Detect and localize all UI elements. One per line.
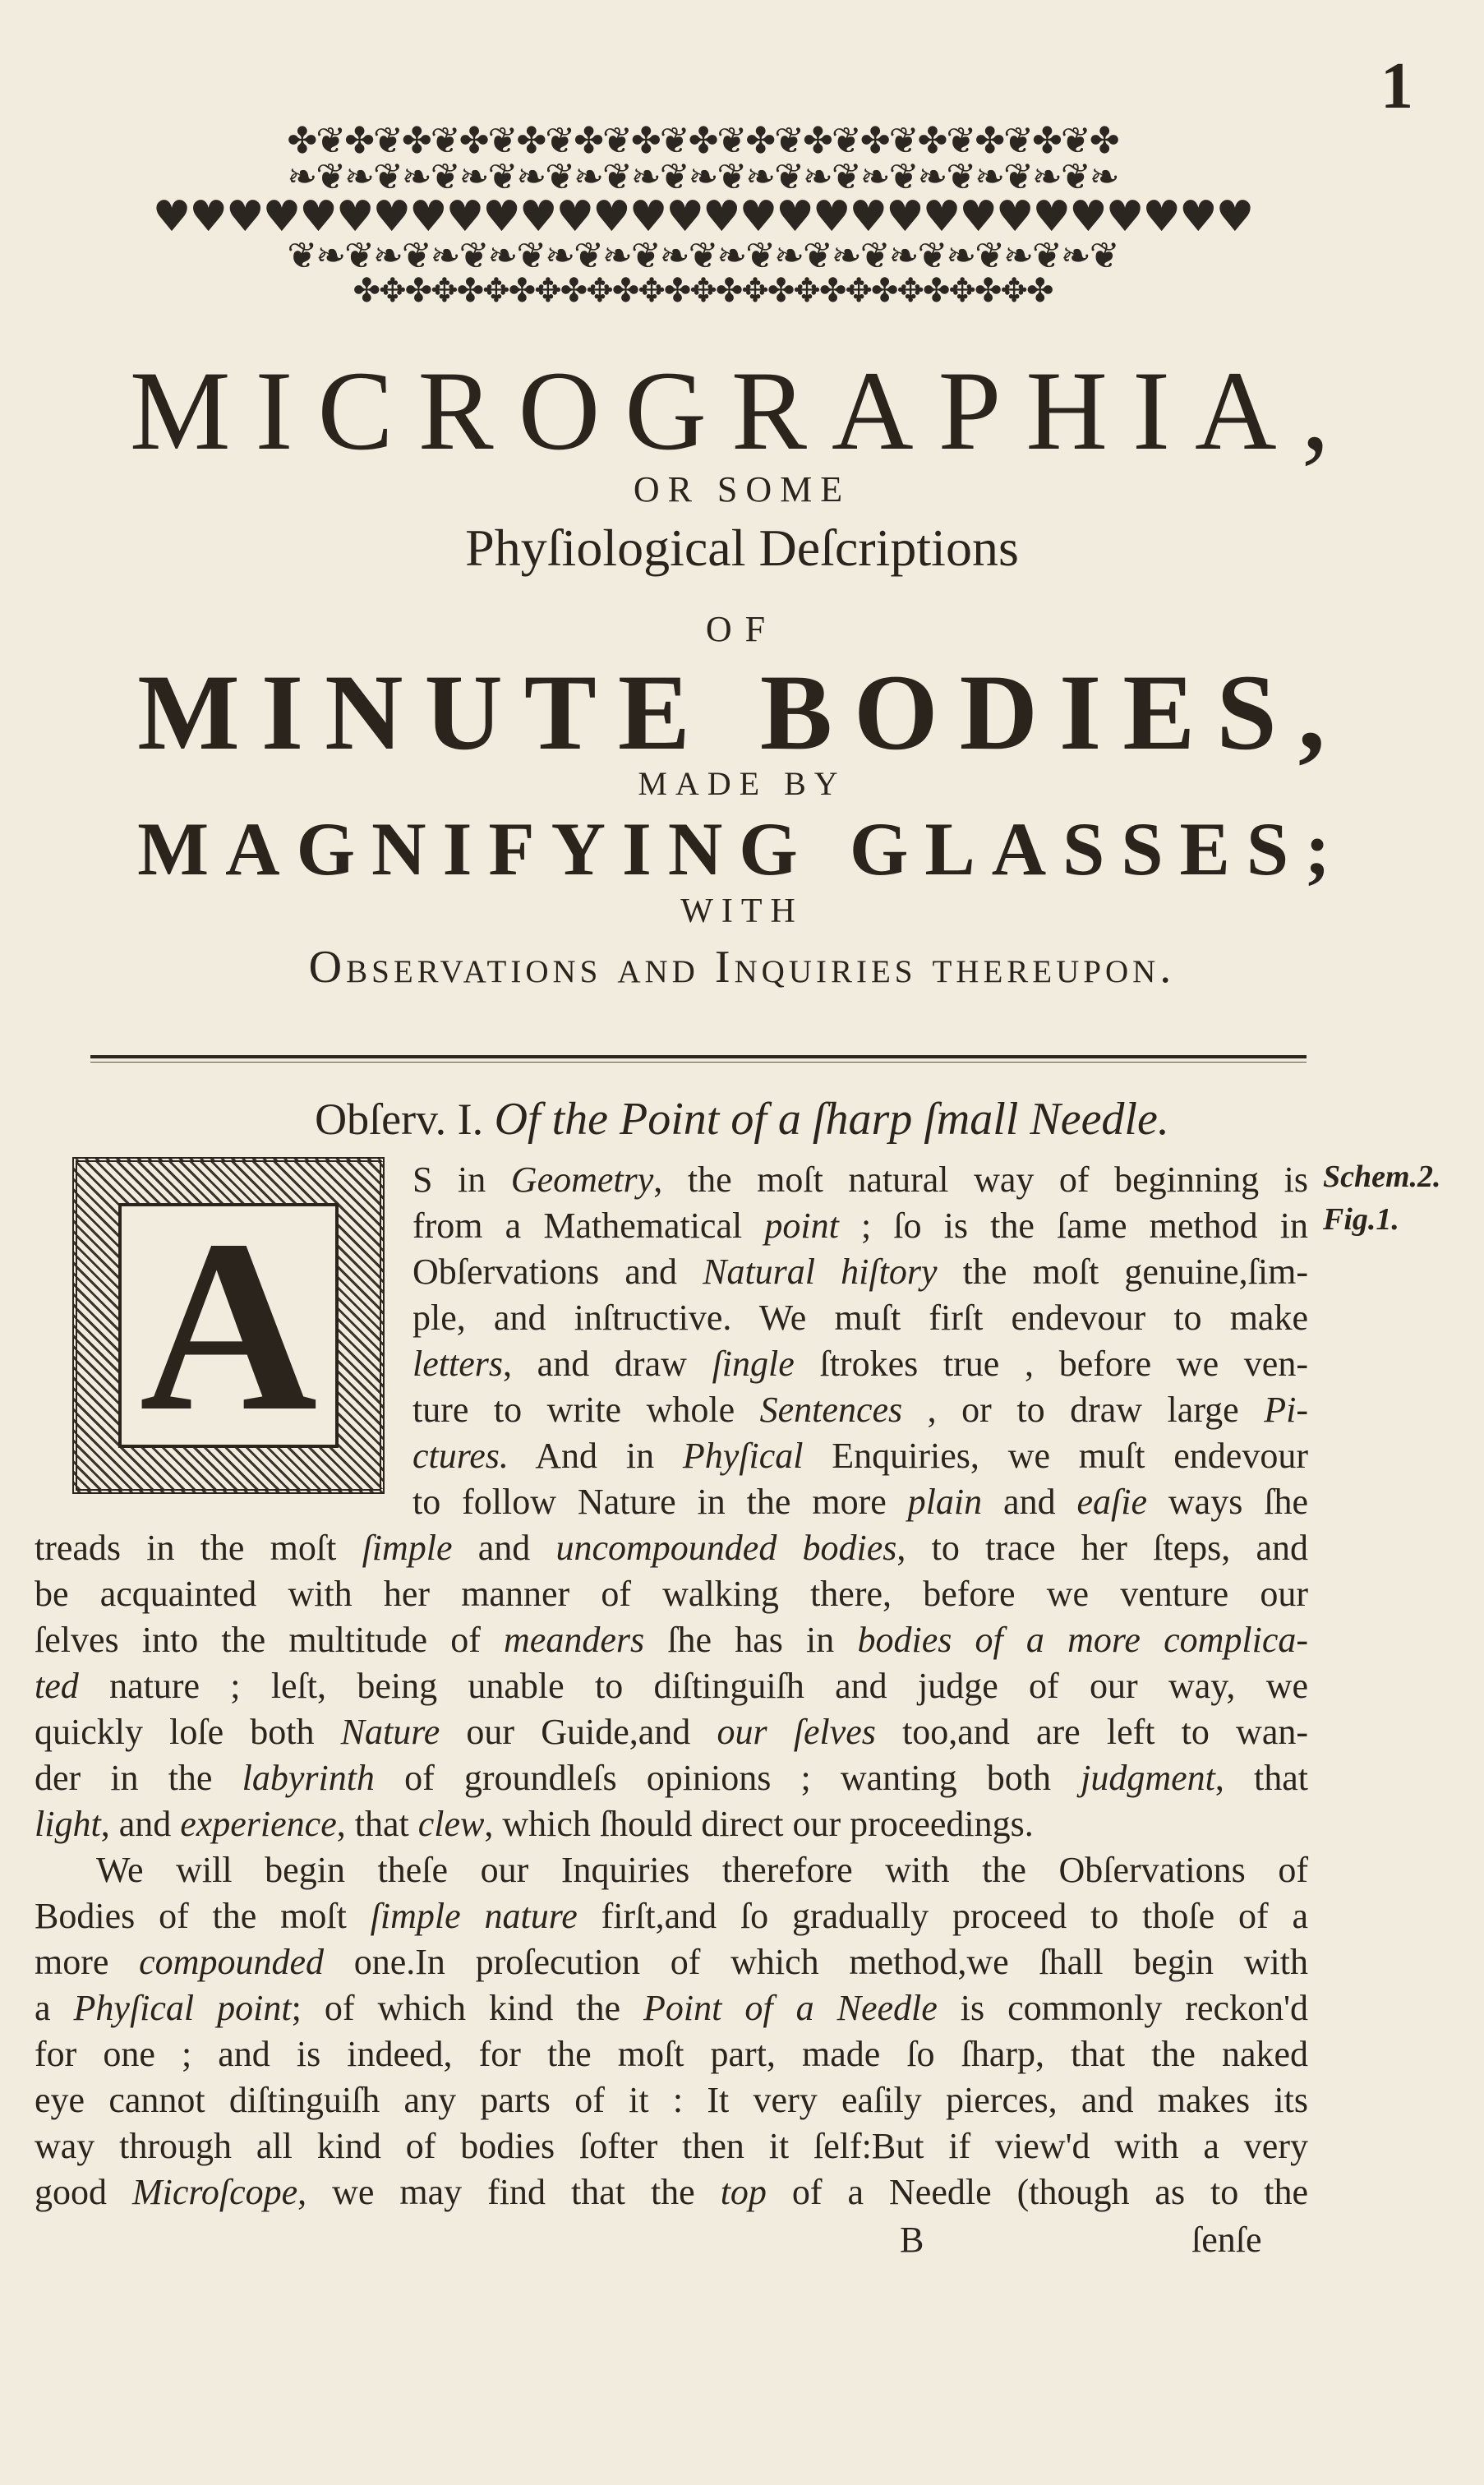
- text-line: [412, 1479, 1308, 1525]
- roman-text: And in: [508, 1436, 683, 1476]
- italic-text: ſingle: [712, 1344, 795, 1384]
- italic-text: Geometry: [510, 1160, 654, 1200]
- roman-text: quickly loſe both: [35, 1712, 341, 1752]
- italic-text: experience: [180, 1804, 337, 1844]
- roman-text: ways ſhe: [1147, 1482, 1309, 1522]
- text-line: [35, 2031, 1308, 2077]
- text-line: [412, 1387, 1308, 1433]
- roman-text: ; of which kind the: [291, 1988, 644, 2028]
- roman-text: , the moſt natural way of beginning is: [653, 1160, 1308, 1200]
- italic-text: uncompounded bodies: [555, 1528, 897, 1568]
- italic-text: compounded: [139, 1942, 324, 1982]
- divider-rule: [90, 1055, 1307, 1058]
- title-observations-inquiries: Observations and Inquiries thereupon.: [308, 942, 1176, 993]
- body-text: [35, 1157, 1308, 2215]
- italic-text: clew: [417, 1804, 485, 1844]
- italic-text: bodies of a more complica-: [857, 1620, 1309, 1660]
- title-with: WITH: [680, 892, 804, 930]
- roman-text: for one ; and is indeed, for the moſt part, made ſo ſharp, that the naked: [35, 2034, 1308, 2074]
- text-line: [35, 2169, 1308, 2215]
- ornament-row: ✤✥✤✥✤✥✤✥✤✥✤✥✤✥✤✥✤✥✤✥✤✥✤✥✤✥✤: [353, 272, 1053, 310]
- margin-note-schem: Schem.2.: [1323, 1160, 1441, 1194]
- roman-text: to follow Nature in the more: [412, 1482, 908, 1522]
- observation-heading: [0, 1093, 1484, 1146]
- italic-text: ſimple: [362, 1528, 453, 1568]
- roman-text: treads in the moſt: [35, 1528, 362, 1568]
- roman-text: our Guide,and: [440, 1712, 717, 1752]
- page-number: 1: [1380, 50, 1413, 122]
- text-line: [412, 1433, 1308, 1479]
- roman-text: , that: [336, 1804, 418, 1844]
- roman-text: good: [35, 2172, 132, 2212]
- roman-text: Enquiries, we muſt endevour: [803, 1436, 1308, 1476]
- roman-text: of groundleſs opinions ; wanting both: [374, 1758, 1081, 1798]
- text-line: [35, 1525, 1308, 1571]
- roman-text: We will begin theſe our Inquiries therefore with the Obſervations of: [96, 1850, 1308, 1890]
- observation-title: Of the Point of a ſharp ſmall Needle.: [494, 1094, 1169, 1145]
- roman-text: nature ; leſt, being unable to diſtinguiſh and judge of our way, we: [78, 1666, 1308, 1706]
- roman-text: and: [982, 1482, 1077, 1522]
- text-line: [35, 1755, 1308, 1801]
- roman-text: too,and are left to wan-: [875, 1712, 1308, 1752]
- italic-text: eaſie: [1076, 1482, 1147, 1522]
- text-line: [35, 1801, 1308, 1847]
- italic-text: Phyſical: [682, 1436, 804, 1476]
- italic-text: Nature: [340, 1712, 440, 1752]
- italic-text: top: [720, 2172, 767, 2212]
- italic-text: ted: [35, 1666, 79, 1706]
- roman-text: be acquainted with her manner of walking there, before we venture our: [35, 1574, 1308, 1614]
- title-minute-bodies: MINUTE BODIES,: [137, 652, 1347, 772]
- roman-text: ple, and inſtructive. We muſt firſt endevour to make: [412, 1298, 1308, 1338]
- roman-text: from a Mathematical: [412, 1206, 765, 1246]
- roman-text: more: [35, 1942, 140, 1982]
- text-line: [35, 1939, 1308, 1985]
- fleuron-headpiece-ornament: [86, 123, 1319, 312]
- roman-text: of a Needle (though as to the: [766, 2172, 1309, 2212]
- italic-text: plain: [907, 1482, 983, 1522]
- margin-note-fig: Fig.1.: [1323, 1202, 1399, 1237]
- roman-text: is commonly reckon'd: [937, 1988, 1308, 2028]
- text-line: [412, 1295, 1308, 1341]
- text-line: [35, 2077, 1308, 2123]
- roman-text: ſtrokes true , before we ven-: [794, 1344, 1308, 1384]
- title-made-by: MADE BY: [638, 765, 846, 802]
- roman-text: ture to write whole: [412, 1390, 760, 1430]
- text-line: [412, 1157, 1308, 1203]
- italic-text: Natural hiſtory: [703, 1252, 938, 1292]
- italic-text: judgment: [1081, 1758, 1215, 1798]
- italic-text: labyrinth: [242, 1758, 375, 1798]
- roman-text: ſelves into the multitude of: [35, 1620, 505, 1660]
- catchword: ſenſe: [1191, 2220, 1262, 2260]
- roman-text: , and draw: [502, 1344, 712, 1384]
- roman-text: one.In proſecution of which method,we ſhall begin with: [323, 1942, 1309, 1982]
- ornament-row: ✤❦✤❦✤❦✤❦✤❦✤❦✤❦✤❦✤❦✤❦✤❦✤❦✤❦✤❦✤: [287, 123, 1118, 162]
- text-line: [35, 1663, 1308, 1709]
- italic-text: Pi-: [1264, 1390, 1308, 1430]
- roman-text: ; ſo is the ſame method in: [838, 1206, 1309, 1246]
- roman-text: way through all kind of bodies ſofter then it ſelf:But if view'd with a very: [35, 2126, 1308, 2166]
- italic-text: our ſelves: [717, 1712, 876, 1752]
- roman-text: ſhe has in: [644, 1620, 858, 1660]
- roman-text: and: [452, 1528, 556, 1568]
- text-line: [35, 1985, 1308, 2031]
- title-of: OF: [705, 609, 779, 649]
- title-or-some: OR SOME: [633, 469, 851, 509]
- text-line: [35, 1709, 1308, 1755]
- signature-mark: B: [900, 2220, 924, 2260]
- text-line: [412, 1203, 1308, 1249]
- roman-text: , we may find that the: [297, 2172, 721, 2212]
- roman-text: , which ſhould direct our proceedings.: [484, 1804, 1034, 1844]
- text-line: [35, 1893, 1308, 1939]
- roman-text: Bodies of the moſt: [35, 1896, 371, 1936]
- italic-text: light: [35, 1804, 101, 1844]
- roman-text: , or to draw large: [902, 1390, 1265, 1430]
- text-line: [35, 1617, 1308, 1663]
- title-physiological-descriptions: Phyſiological Deſcriptions: [465, 519, 1019, 577]
- italic-text: Sentences: [759, 1390, 903, 1430]
- roman-text: the moſt genuine,ſim-: [937, 1252, 1308, 1292]
- divider-rule: [90, 1062, 1307, 1063]
- observation-label: Obſerv. I.: [315, 1095, 484, 1144]
- italic-text: Microſcope: [131, 2172, 298, 2212]
- roman-text: firſt,and ſo gradually proceed to thoſe of a: [577, 1896, 1308, 1936]
- roman-text: eye cannot diſtinguiſh any parts of it : It very eaſily pierces, and makes its: [35, 2080, 1308, 2120]
- italic-text: ctures.: [412, 1436, 509, 1476]
- roman-text: S in: [412, 1160, 511, 1200]
- drop-cap-letter: A: [139, 1189, 318, 1462]
- roman-text: der in the: [35, 1758, 242, 1798]
- roman-text: , to trace her ſteps, and: [896, 1528, 1308, 1568]
- text-line: [412, 1249, 1308, 1295]
- text-line: [412, 1341, 1308, 1387]
- italic-text: Phyſical point: [73, 1988, 292, 2028]
- ornament-row: ♥♥♥♥♥♥♥♥♥♥♥♥♥♥♥♥♥♥♥♥♥♥♥♥♥♥♥♥♥♥: [152, 192, 1253, 242]
- ornament-row: ❦❧❦❧❦❧❦❧❦❧❦❧❦❧❦❧❦❧❦❧❦❧❦❧❦❧❦❧❦: [287, 235, 1118, 277]
- italic-text: point: [764, 1206, 839, 1246]
- italic-text: meanders: [504, 1620, 645, 1660]
- text-line: [35, 1571, 1308, 1617]
- italic-text: ſimple nature: [370, 1896, 578, 1936]
- ornament-row: ❧❦❧❦❧❦❧❦❧❦❧❦❧❦❧❦❧❦❧❦❧❦❧❦❧❦❧❦❧: [287, 156, 1118, 198]
- italic-text: Point of a Needle: [643, 1988, 938, 2028]
- italic-text: letters: [412, 1344, 503, 1384]
- title-micrographia: MICROGRAPHIA,: [129, 348, 1355, 473]
- text-line: [35, 2123, 1308, 2169]
- text-line: [35, 1847, 1308, 1893]
- roman-text: a: [35, 1988, 74, 2028]
- roman-text: , and: [100, 1804, 181, 1844]
- roman-text: , that: [1214, 1758, 1308, 1798]
- title-magnifying-glasses: MAGNIFYING GLASSES;: [137, 807, 1347, 891]
- roman-text: Obſervations and: [412, 1252, 703, 1292]
